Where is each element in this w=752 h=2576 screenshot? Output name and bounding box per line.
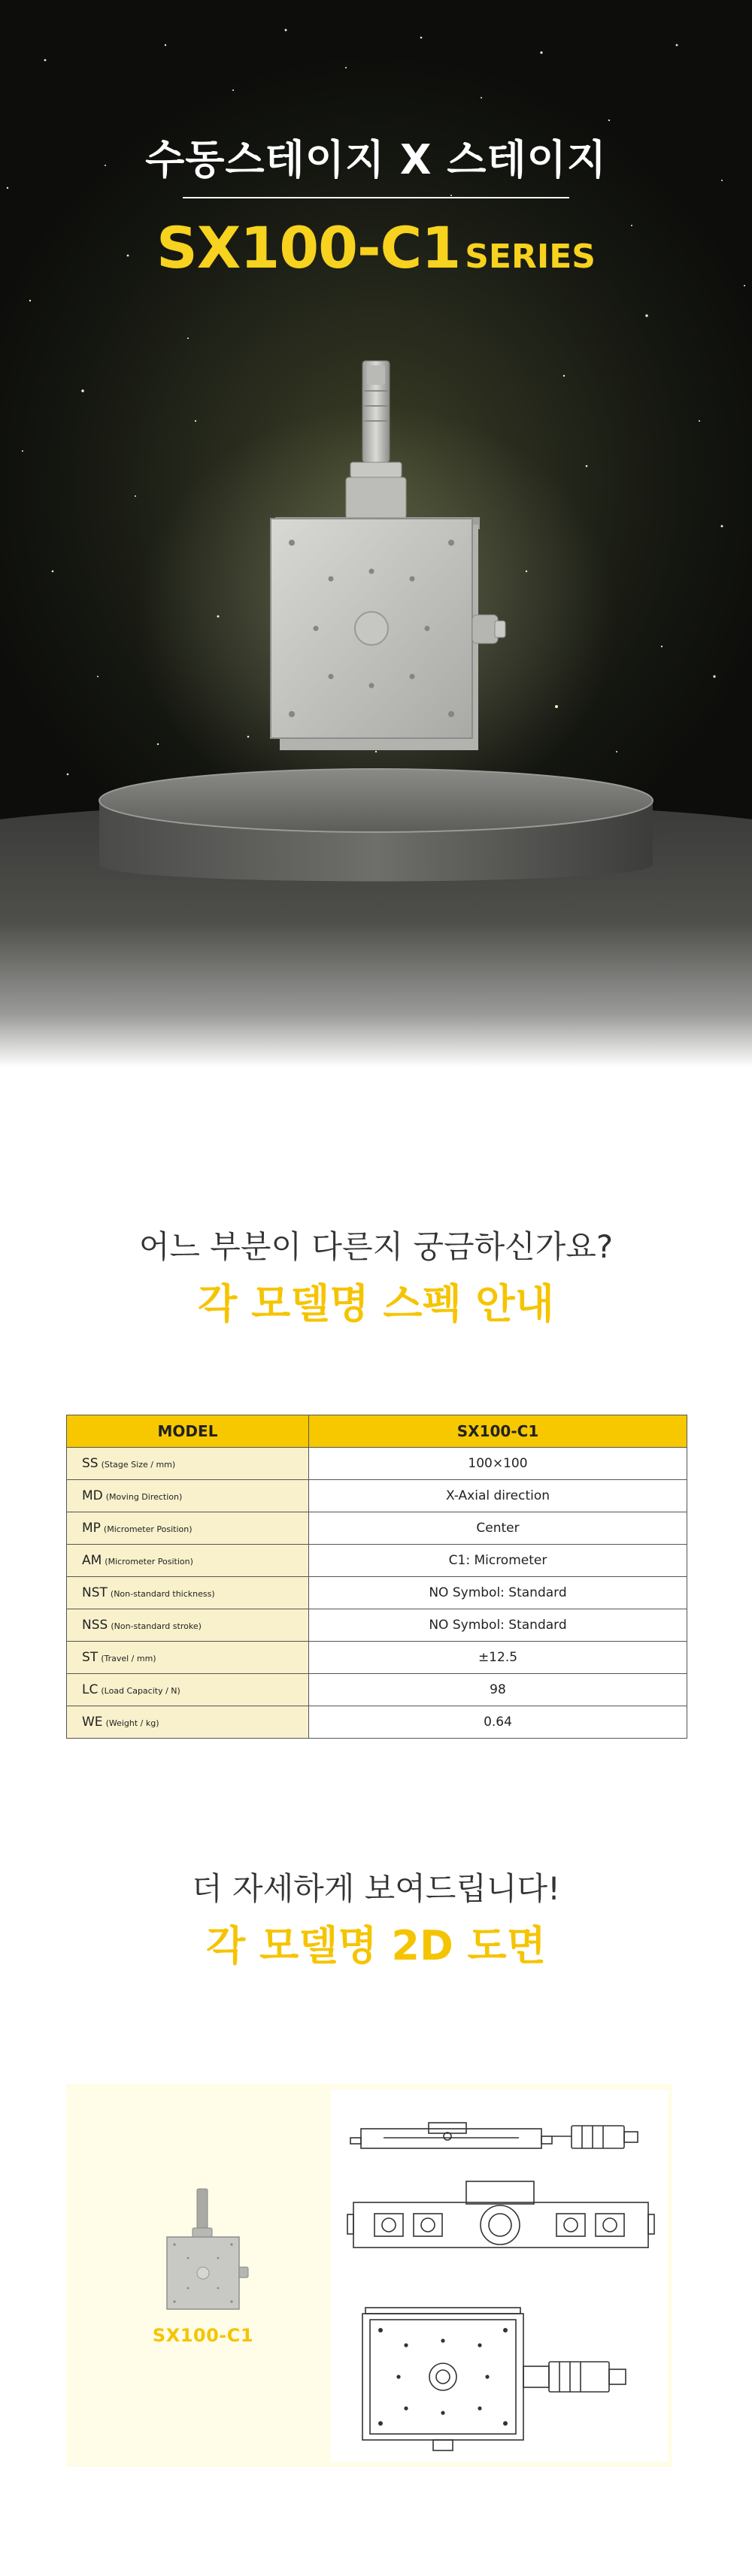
spec-code: NSS xyxy=(82,1618,108,1633)
spec-code: LC xyxy=(82,1682,99,1697)
spec-header-label: MODEL xyxy=(67,1415,309,1448)
table-row xyxy=(67,1674,687,1706)
spec-value: 98 xyxy=(309,1674,687,1706)
spec-label xyxy=(67,1448,309,1480)
spec-value: C1: Micrometer xyxy=(309,1545,687,1577)
drawing-section-subtitle: 더 자세하게 보여드립니다! xyxy=(192,1870,560,1907)
spec-code: AM xyxy=(82,1553,102,1568)
hero-title: 수동스테이지 X 스테이지 xyxy=(145,136,607,183)
spec-label xyxy=(67,1545,309,1577)
drawing-section-title: 각 모델명 2D 도면 xyxy=(206,1922,546,1969)
spec-value: Center xyxy=(309,1512,687,1545)
plan-view-drawing xyxy=(362,2308,626,2450)
spec-label xyxy=(67,1512,309,1545)
spec-label xyxy=(67,1480,309,1512)
stage-thumbnail xyxy=(158,2187,256,2315)
spec-value: ±12.5 xyxy=(309,1642,687,1674)
spec-desc: (Non-standard thickness) xyxy=(110,1589,215,1599)
spec-value: NO Symbol: Standard xyxy=(309,1609,687,1642)
table-row xyxy=(67,1609,687,1642)
spec-desc: (Weight / kg) xyxy=(105,1718,159,1728)
table-row xyxy=(67,1545,687,1577)
table-row xyxy=(67,1480,687,1512)
spec-label xyxy=(67,1706,309,1739)
hero-divider xyxy=(183,197,569,198)
front-view-drawing xyxy=(347,2181,654,2248)
spec-desc: (Moving Direction) xyxy=(105,1492,183,1502)
table-row xyxy=(67,1706,687,1739)
spec-desc: (Stage Size / mm) xyxy=(101,1460,176,1470)
spec-label xyxy=(67,1674,309,1706)
table-row xyxy=(67,1448,687,1480)
spec-code: NST xyxy=(82,1585,108,1600)
spec-label xyxy=(67,1642,309,1674)
spec-code: MP xyxy=(82,1521,101,1536)
spec-value: 100×100 xyxy=(309,1448,687,1480)
table-row xyxy=(67,1577,687,1609)
spec-section-title: 각 모델명 스펙 안내 xyxy=(198,1280,554,1327)
spec-label xyxy=(67,1609,309,1642)
spec-code: ST xyxy=(82,1650,99,1665)
spec-desc: (Micrometer Position) xyxy=(105,1557,193,1566)
spec-code: SS xyxy=(82,1456,99,1471)
hero-banner xyxy=(0,0,752,1067)
spec-desc: (Non-standard stroke) xyxy=(111,1621,202,1631)
spec-value: 0.64 xyxy=(309,1706,687,1739)
table-row xyxy=(67,1512,687,1545)
spec-label xyxy=(67,1577,309,1609)
spec-code: MD xyxy=(82,1488,103,1503)
spec-header-value: SX100-C1 xyxy=(309,1415,687,1448)
side-view-drawing xyxy=(350,2123,638,2148)
spec-code: WE xyxy=(82,1715,103,1730)
spec-desc: (Load Capacity / N) xyxy=(101,1686,180,1696)
spec-value: NO Symbol: Standard xyxy=(309,1577,687,1609)
hero-series-label: SERIES xyxy=(465,238,596,276)
spec-desc: (Travel / mm) xyxy=(101,1654,156,1663)
table-row xyxy=(67,1642,687,1674)
hero-model-name: SX100-C1 xyxy=(156,214,461,281)
technical-drawings xyxy=(331,2090,668,2462)
spec-value: X-Axial direction xyxy=(309,1480,687,1512)
podium xyxy=(99,769,653,882)
spec-desc: (Micrometer Position) xyxy=(103,1524,193,1534)
spec-table xyxy=(66,1415,687,1739)
spec-section-subtitle: 어느 부분이 다른지 궁금하신가요? xyxy=(138,1228,614,1265)
spec-table-header xyxy=(67,1415,687,1448)
drawing-model-label: SX100-C1 xyxy=(152,2325,254,2346)
hero-model-heading xyxy=(0,214,752,281)
